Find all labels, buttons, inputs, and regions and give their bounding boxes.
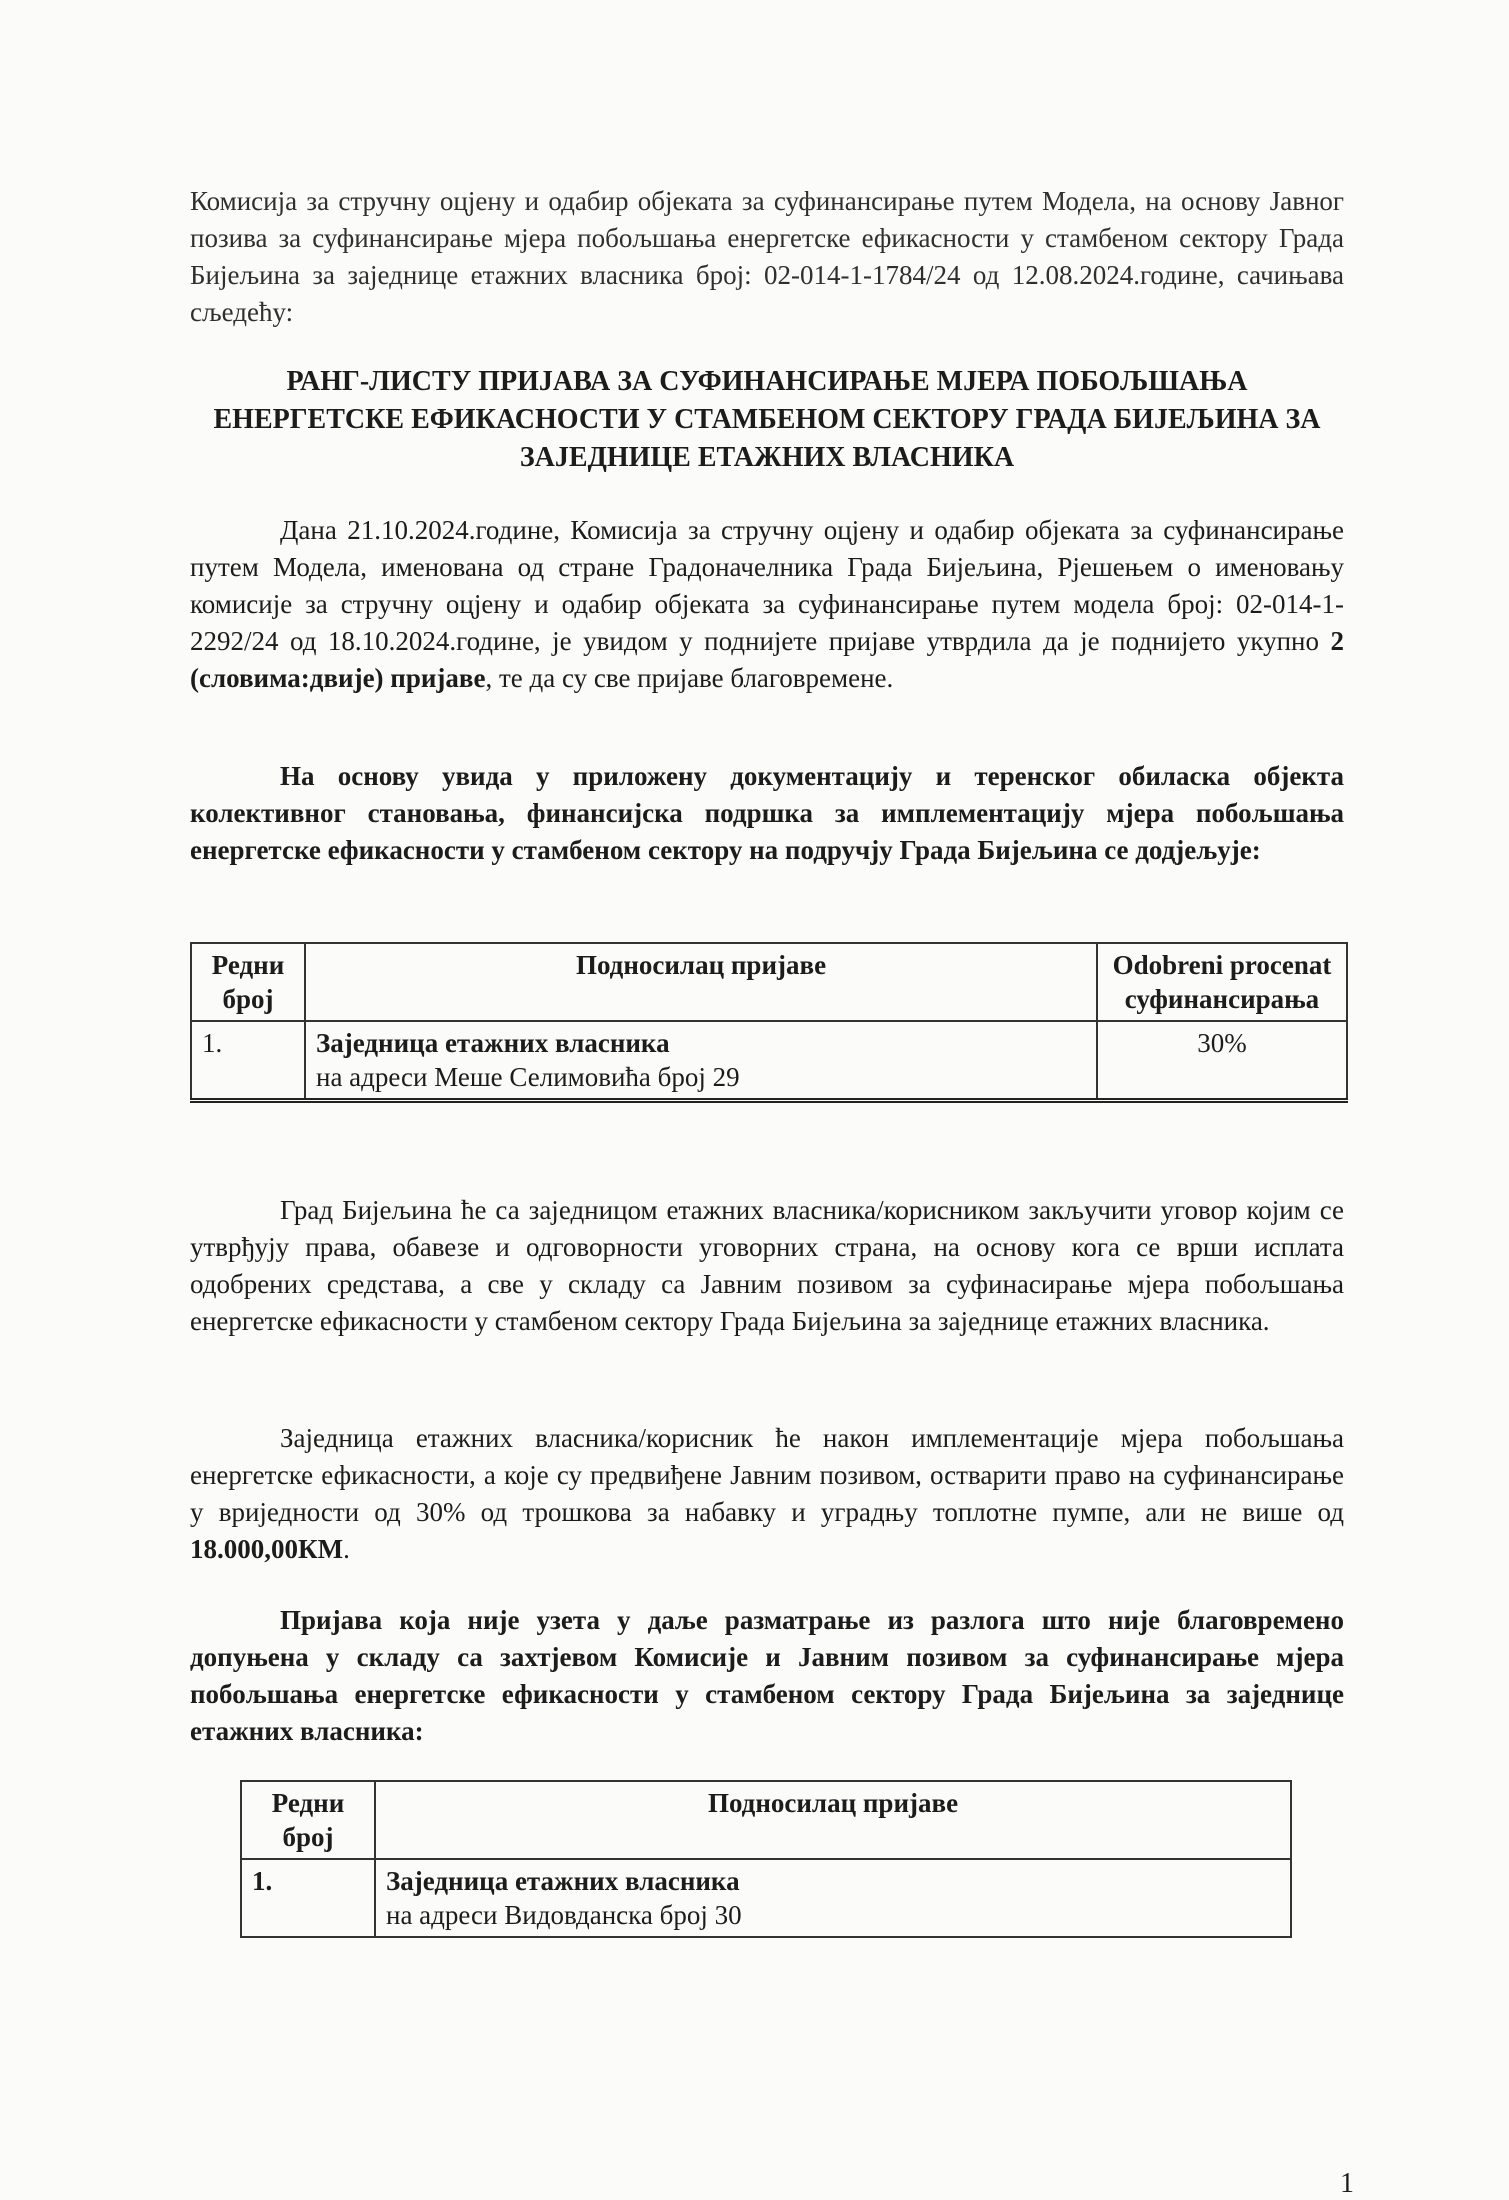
column-header-percent: Odobreni procenat суфинансирања — [1097, 943, 1347, 1021]
paragraph-text: . — [343, 1534, 350, 1564]
table-header-row — [191, 943, 1347, 1021]
paragraph-text: Заједница етажних власника/корисник ће након имплементације мјера побољшања енергетске ефикасности, а које су предвиђене Јавним позивом, остварити право на суфинансирање у вриједности од 30% од трошкова за набавку и уградњу топлотне пумпе, али не више од — [190, 1423, 1344, 1527]
rejected-table — [240, 1780, 1292, 1938]
applicant-name: Заједница етажних власника — [316, 1028, 670, 1058]
paragraph-contract: Град Бијељина ће са заједницом етажних власника/корисником закључити уговор којим се утврђују права, обавезе и одговорности уговорних страна, на основу кога се врши исплата одобрених средстава, а све у складу са Јавним позивом за суфинасирање мјера побољшања енергетске ефикасности у стамбеном сектору Града Бијељина за заједнице етажних власника. — [190, 1195, 1344, 1336]
paragraph-submissions — [190, 512, 1344, 697]
row-number: 1. — [191, 1021, 305, 1101]
applicant-cell — [375, 1859, 1291, 1937]
column-header-number: Редни број — [191, 943, 305, 1021]
paragraph-awarded-heading: На основу увида у приложену документацију и теренског обиласка објекта колективног становања, финансијска подршка за имплементацију мјера побољшања енергетске ефикасности у стамбеном сектору на подручју Града Бијељина се додјељује: — [190, 761, 1344, 865]
table-row — [241, 1859, 1291, 1937]
applicant-cell — [305, 1021, 1097, 1101]
intro-paragraph: Комисија за стручну оцјену и одабир објеката за суфинансирање путем Модела, на основу Јавног позива за суфинансирање мјера побољшања енергетске ефикасности у стамбеном сектору Града Бијељина за заједнице етажних власника број: 02-014-1-1784/24 од 12.08.2024.године, сачињава сљедећу: — [190, 186, 1344, 327]
table-header-row — [241, 1781, 1291, 1859]
max-amount: 18.000,00КМ — [190, 1534, 344, 1564]
paragraph-cofinancing — [190, 1420, 1344, 1568]
submission-count: 2 (словима:двије) пријаве — [190, 626, 1344, 693]
paragraph-rejected-heading: Пријава која није узета у даље разматрање из разлога што није благовремено допуњена у складу са захтјевом Комисије и Јавним позивом за суфинансирање мјера побољшања енергетске ефикасности у стамбеном сектору Града Бијељина за заједнице етажних власника: — [190, 1605, 1344, 1746]
applicant-address: на адреси Меше Селимовића број 29 — [316, 1062, 740, 1092]
column-header-applicant: Подносилац пријаве — [375, 1781, 1291, 1859]
column-header-number: Редни број — [241, 1781, 375, 1859]
paragraph-text: Дана 21.10.2024.године, Комисија за стручну оцјену и одабир објеката за суфинансирање путем Модела, именована од стране Градоначелника Града Бијељина, Рјешењем о именовању комисије за стручну оцјену и одабир објеката за суфинансирање путем модела број: 02-014-1-2292/24 од 18.10.2024.године, је увидом у поднијете пријаве утврдила да је поднијето укупно — [190, 515, 1344, 656]
applicant-address: на адреси Видовданска број 30 — [386, 1900, 742, 1930]
paragraph-text: , те да су све пријаве благовремене. — [485, 663, 894, 693]
document-title: РАНГ-ЛИСТУ ПРИЈАВА ЗА СУФИНАНСИРАЊЕ МЈЕРА ПОБОЉШАЊА ЕНЕРГЕТСКЕ ЕФИКАСНОСТИ У СТАМБЕНОМ СЕКТОРУ ГРАДА БИЈЕЉИНА ЗА ЗАЈЕДНИЦЕ ЕТАЖНИХ ВЛАСНИКА — [213, 366, 1321, 473]
approved-percent: 30% — [1097, 1021, 1347, 1101]
approved-table — [190, 942, 1348, 1103]
applicant-name: Заједница етажних власника — [386, 1866, 740, 1896]
row-number: 1. — [241, 1859, 375, 1937]
table-row — [191, 1021, 1347, 1101]
column-header-applicant: Подносилац пријаве — [305, 943, 1097, 1021]
page-number: 1 — [1340, 2168, 1354, 2199]
